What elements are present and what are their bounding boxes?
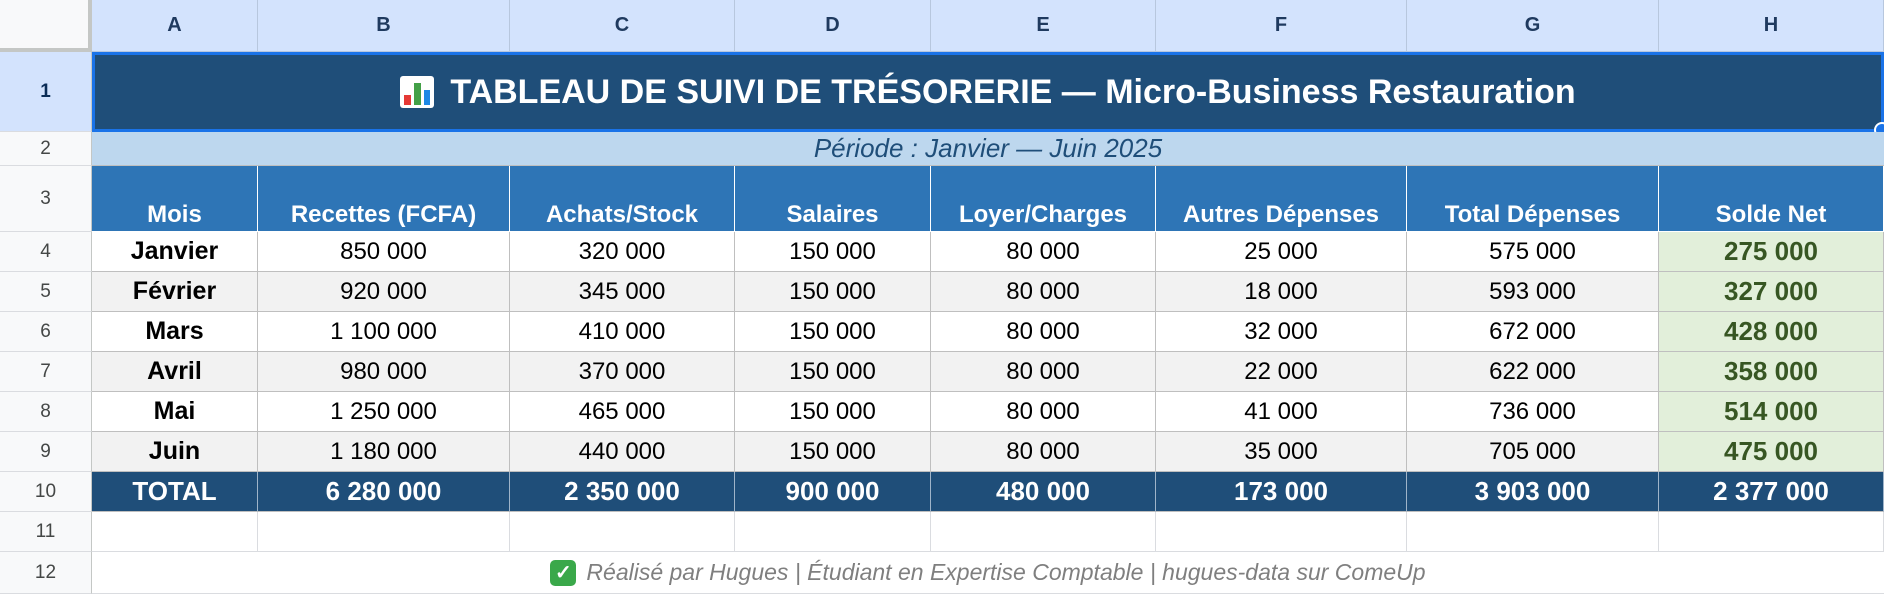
cell-loyer[interactable]: 80 000 <box>931 352 1156 392</box>
footer-text: Réalisé par Hugues | Étudiant en Expertise Comptable | hugues-data sur ComeUp <box>586 559 1426 585</box>
empty-cell[interactable] <box>1156 512 1407 552</box>
cell-loyer[interactable]: 80 000 <box>931 312 1156 352</box>
total-depenses[interactable]: 3 903 000 <box>1407 472 1659 512</box>
row-header-11[interactable]: 11 <box>0 512 92 552</box>
total-label[interactable]: TOTAL <box>92 472 258 512</box>
cell-achats[interactable]: 440 000 <box>510 432 735 472</box>
row-header-4[interactable]: 4 <box>0 232 92 272</box>
table-row <box>0 432 1884 472</box>
table-row <box>0 272 1884 312</box>
table-row <box>0 232 1884 272</box>
header-total-depenses[interactable]: Total Dépenses <box>1407 166 1659 232</box>
cell-autres[interactable]: 25 000 <box>1156 232 1407 272</box>
cell-solde-net[interactable]: 428 000 <box>1659 312 1884 352</box>
row-header-5[interactable]: 5 <box>0 272 92 312</box>
empty-cell[interactable] <box>510 512 735 552</box>
cell-salaires[interactable]: 150 000 <box>735 232 931 272</box>
cell-salaires[interactable]: 150 000 <box>735 392 931 432</box>
cell-achats[interactable]: 465 000 <box>510 392 735 432</box>
cell-solde-net[interactable]: 327 000 <box>1659 272 1884 312</box>
column-header-a[interactable]: A <box>92 0 258 52</box>
total-recettes[interactable]: 6 280 000 <box>258 472 510 512</box>
cell-achats[interactable]: 410 000 <box>510 312 735 352</box>
column-header-e[interactable]: E <box>931 0 1156 52</box>
total-salaires[interactable]: 900 000 <box>735 472 931 512</box>
cell-autres[interactable]: 22 000 <box>1156 352 1407 392</box>
cell-loyer[interactable]: 80 000 <box>931 272 1156 312</box>
cell-mois[interactable]: Juin <box>92 432 258 472</box>
column-header-bar <box>0 0 1884 52</box>
cell-recettes[interactable]: 850 000 <box>258 232 510 272</box>
empty-cell[interactable] <box>92 512 258 552</box>
cell-mois[interactable]: Avril <box>92 352 258 392</box>
cell-salaires[interactable]: 150 000 <box>735 432 931 472</box>
empty-cell[interactable] <box>1659 512 1884 552</box>
sheet-row-3 <box>0 166 1884 232</box>
cell-total-depenses[interactable]: 575 000 <box>1407 232 1659 272</box>
cell-salaires[interactable]: 150 000 <box>735 312 931 352</box>
column-header-h[interactable]: H <box>1659 0 1884 52</box>
row-header-9[interactable]: 9 <box>0 432 92 472</box>
cell-recettes[interactable]: 1 180 000 <box>258 432 510 472</box>
cell-total-depenses[interactable]: 622 000 <box>1407 352 1659 392</box>
header-achats-stock[interactable]: Achats/Stock <box>510 166 735 232</box>
row-header-7[interactable]: 7 <box>0 352 92 392</box>
total-row <box>0 472 1884 512</box>
total-solde-net[interactable]: 2 377 000 <box>1659 472 1884 512</box>
cell-recettes[interactable]: 980 000 <box>258 352 510 392</box>
cell-mois[interactable]: Février <box>92 272 258 312</box>
empty-cell[interactable] <box>931 512 1156 552</box>
empty-cell[interactable] <box>735 512 931 552</box>
cell-recettes[interactable]: 920 000 <box>258 272 510 312</box>
empty-cell[interactable] <box>1407 512 1659 552</box>
row-header-1[interactable]: 1 <box>0 52 92 132</box>
cell-recettes[interactable]: 1 250 000 <box>258 392 510 432</box>
cell-loyer[interactable]: 80 000 <box>931 232 1156 272</box>
cell-autres[interactable]: 32 000 <box>1156 312 1407 352</box>
cell-total-depenses[interactable]: 672 000 <box>1407 312 1659 352</box>
select-all-corner[interactable] <box>0 0 92 52</box>
cell-mois[interactable]: Janvier <box>92 232 258 272</box>
cell-salaires[interactable]: 150 000 <box>735 272 931 312</box>
sheet-row-2 <box>0 132 1884 166</box>
cell-mois[interactable]: Mars <box>92 312 258 352</box>
cell-autres[interactable]: 41 000 <box>1156 392 1407 432</box>
sheet-row-11 <box>0 512 1884 552</box>
cell-salaires[interactable]: 150 000 <box>735 352 931 392</box>
empty-cell[interactable] <box>258 512 510 552</box>
cell-achats[interactable]: 345 000 <box>510 272 735 312</box>
header-mois[interactable]: Mois <box>92 166 258 232</box>
table-row <box>0 312 1884 352</box>
column-header-g[interactable]: G <box>1407 0 1659 52</box>
row-header-12[interactable]: 12 <box>0 552 92 594</box>
header-salaires[interactable]: Salaires <box>735 166 931 232</box>
column-header-d[interactable]: D <box>735 0 931 52</box>
header-solde-net[interactable]: Solde Net <box>1659 166 1884 232</box>
cell-recettes[interactable]: 1 100 000 <box>258 312 510 352</box>
cell-loyer[interactable]: 80 000 <box>931 392 1156 432</box>
column-header-b[interactable]: B <box>258 0 510 52</box>
cell-solde-net[interactable]: 275 000 <box>1659 232 1884 272</box>
total-autres[interactable]: 173 000 <box>1156 472 1407 512</box>
cell-achats[interactable]: 320 000 <box>510 232 735 272</box>
table-row <box>0 352 1884 392</box>
cell-achats[interactable]: 370 000 <box>510 352 735 392</box>
cell-solde-net[interactable]: 358 000 <box>1659 352 1884 392</box>
cell-total-depenses[interactable]: 736 000 <box>1407 392 1659 432</box>
cell-mois[interactable]: Mai <box>92 392 258 432</box>
sheet-row-12 <box>0 552 1884 594</box>
row-header-2[interactable]: 2 <box>0 132 92 166</box>
cell-total-depenses[interactable]: 705 000 <box>1407 432 1659 472</box>
cell-solde-net[interactable]: 514 000 <box>1659 392 1884 432</box>
cell-autres[interactable]: 18 000 <box>1156 272 1407 312</box>
row-header-10[interactable]: 10 <box>0 472 92 512</box>
column-header-f[interactable]: F <box>1156 0 1407 52</box>
column-header-c[interactable]: C <box>510 0 735 52</box>
check-mark-icon: ✓ <box>550 560 576 586</box>
cell-total-depenses[interactable]: 593 000 <box>1407 272 1659 312</box>
row-header-8[interactable]: 8 <box>0 392 92 432</box>
table-row <box>0 392 1884 432</box>
footer-cell[interactable] <box>92 552 1884 594</box>
cell-loyer[interactable]: 80 000 <box>931 432 1156 472</box>
header-recettes[interactable]: Recettes (FCFA) <box>258 166 510 232</box>
total-achats[interactable]: 2 350 000 <box>510 472 735 512</box>
row-header-3[interactable]: 3 <box>0 166 92 232</box>
cell-autres[interactable]: 35 000 <box>1156 432 1407 472</box>
header-loyer-charges[interactable]: Loyer/Charges <box>931 166 1156 232</box>
total-loyer[interactable]: 480 000 <box>931 472 1156 512</box>
cell-solde-net[interactable]: 475 000 <box>1659 432 1884 472</box>
sheet-title: TABLEAU DE SUIVI DE TRÉSORERIE — Micro-Business Restauration <box>450 72 1576 111</box>
row-header-6[interactable]: 6 <box>0 312 92 352</box>
periode-cell[interactable]: Période : Janvier — Juin 2025 <box>92 132 1884 166</box>
sheet-row-1 <box>0 52 1884 132</box>
header-autres-depenses[interactable]: Autres Dépenses <box>1156 166 1407 232</box>
title-cell[interactable] <box>92 52 1884 132</box>
bar-chart-icon <box>400 76 434 108</box>
